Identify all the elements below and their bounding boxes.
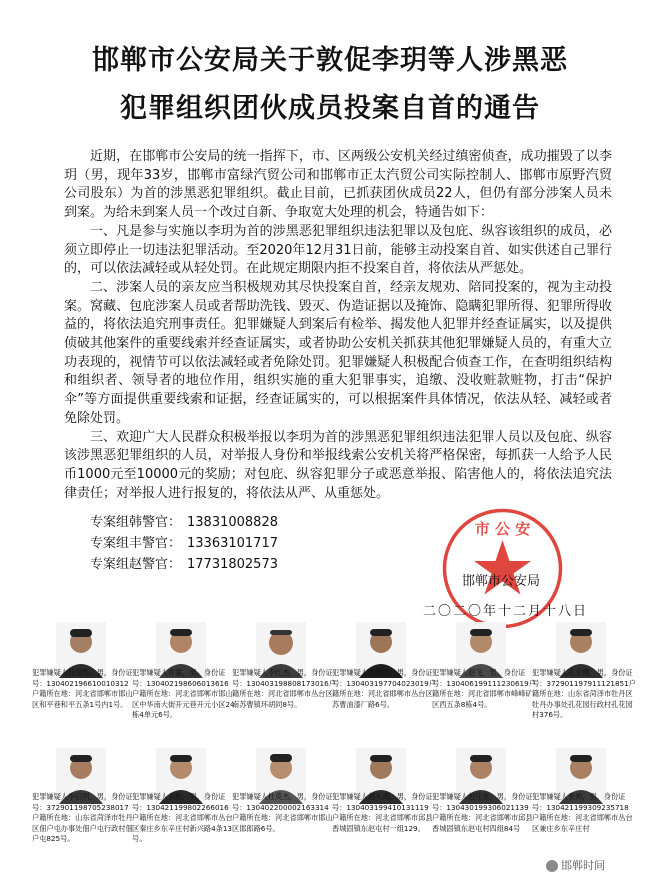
suspect-caption: 犯罪嫌疑人杜国华，男，身份证号：130402196610010312 户籍所在地：河北省邯郸市邯山区和平巷和平五条1号内1号。 xyxy=(32,668,133,709)
notice-date: 二〇二〇年十二月十八日 xyxy=(423,604,589,619)
notice-title-line1: 邯郸市公安局关于敦促李玥等人涉黑恶 xyxy=(92,45,568,76)
intro-paragraph: 近期，在邯郸市公安局的统一指挥下，市、区两级公安机关经过缜密侦查，成功摧毁了以李玥（男，现年33岁，邯郸市富绿汽贸公司和邯郸市正太汽贸公司实际控制人、邯郸市原野汽贸公司股东）为首的涉黑恶犯罪组织。截止目前，已抓获团伙成员22人，但仍有部分涉案人员未到案。为给未到案人员一个改过自新、争取宽大处理的机会，特通告如下： xyxy=(64,149,612,221)
signature: 邯郸市公安局 xyxy=(462,574,541,589)
clause-one-paragraph: 一、凡是参与实施以李玥为首的涉黑恶犯罪组织违法犯罪以及包庇、纵容该组织的成员，必须立即停止一切违法犯罪活动。至2020年12月31日前，能够主动投案自首、如实供述自己罪行的，可以依法减轻或从轻处罚。在此规定期限内拒不投案自首，将依法从严惩处。 xyxy=(64,223,612,277)
suspect-caption: 犯罪嫌疑人孔令健，男，身份证号：372901197911121851户籍所在地：山东省菏泽市牡丹区牡丹办事处孔花园行政村孔花园村376号。 xyxy=(532,668,636,720)
suspect-caption: 犯罪嫌疑人刘航，男，身份证号：130421199802266016 户籍所在地：河北省邯郸市丛台区秦庄乡东辛庄村新兴路4条13号。 xyxy=(132,792,233,844)
clause-two-paragraph: 二、涉案人员的亲友应当积极规劝其尽快投案自首，经亲友规劝、陪同投案的，视为主动投案。窝藏、包庇涉案人员或者帮助洗钱、毁灭、伪造证据以及掩饰、隐瞒犯罪所得、犯罪所得收益的，将依法追究刑事责任。犯罪嫌疑人到案后有检举、揭发他人犯罪并经查证属实，以及提供侦破其他案件的重要线索并经查证属实，或者协助公安机关抓获其他犯罪嫌疑人员的，有重大立功表现的，视情节可以依法减轻或者免除处罚。犯罪嫌疑人积极配合侦查工作，在查明组织结构和组织者、领导者的地位作用，组织实施的重大犯罪事实，追缴、没收赃款赃物，打击“保护伞”等方面提供重要线索和证据，经查证属实的，可以根据案件具体情况，依法从轻、减轻或者免除处罚。 xyxy=(64,279,612,426)
svg-text:市 公 安: 市 公 安 xyxy=(474,520,531,538)
officer-label: 专案组赵警官： xyxy=(90,557,182,572)
suspect-caption: 犯罪嫌疑人许童，男，身份证号：130402198606013616 户籍所在地：河北省邯郸市邯山区中华南大街开元巷开元小区24栋4单元6号。 xyxy=(132,668,235,720)
officer-label: 专案组韩警官： xyxy=(90,515,182,530)
suspect-caption: 犯罪嫌疑人李红杰，男，身份证号：130403198808173016户籍所在地：河北省邯郸市丛台区南苏曹镇环胡同8号。 xyxy=(232,668,336,709)
officer-label: 专案组丰警官： xyxy=(90,536,182,551)
notice-body xyxy=(64,148,612,503)
officer-han xyxy=(90,512,278,533)
officer-phone: 13363101717 xyxy=(187,536,278,551)
suspect-caption: 犯罪嫌疑人赵佳星，男，身份证号：130430199306021139 户籍所在地：河北省邯郸市邱县香城固镇东赵屯村四组84号 xyxy=(432,792,533,833)
contact-officers xyxy=(90,512,278,575)
suspect-caption: 犯罪嫌疑人汲利民，男，身份证号：130403197704023019户籍所在地：河北省邯郸市丛台区苏曹油漆厂路6号。 xyxy=(332,668,436,709)
officer-phone: 17731802573 xyxy=(187,557,278,572)
clause-three-paragraph: 三、欢迎广大人民群众积极举报以李玥为首的涉黑恶犯罪组织违法犯罪人员以及包庇、纵容该涉黑恶犯罪组织的人员，对举报人身份和举报线索公安机关将严格保密，每抓获一人给予人民币1000元至10000元的奖励；对包庇、纵容犯罪分子或恶意举报、陷害他人的，将依法追究法律责任；对举报人进行报复的，将依法从严、从重惩处。 xyxy=(64,429,612,501)
notice-title-line2: 犯罪组织团伙成员投案自首的通告 xyxy=(120,93,540,124)
officer-phone: 13831008828 xyxy=(187,515,278,530)
watermark-text: 邯郸时间 xyxy=(561,859,605,872)
suspect-caption: 犯罪嫌疑人杜英杰，男，身份证号：130402200002163314 户籍所在地：河北省邯郸市邯山区邯郎路6号。 xyxy=(232,792,333,833)
suspect-caption: 犯罪嫌疑人李启明，男，身份证号：372901198705238017 户籍所在地：山东省菏泽市牡丹区佃户屯办事处佃户屯行政村佃户屯825号。 xyxy=(32,792,133,844)
suspect-caption: 犯罪嫌疑人赵飞，男，身份证号：130406199111230619户籍所在地：河北省邯郸市峰峰矿区西五条8栋4号。 xyxy=(432,668,536,709)
officer-feng xyxy=(90,533,278,554)
watermark xyxy=(546,857,605,873)
suspect-caption: 犯罪嫌疑人张帅，男，身份证号：130421199309235718 户籍所在地：河北省邯郸市丛台区兼庄乡东辛庄村 xyxy=(532,792,633,833)
wechat-icon xyxy=(546,860,558,872)
officer-zhao xyxy=(90,554,278,575)
suspect-caption: 犯罪嫌疑人赵大海，男，身份证号：130403199410131119 户籍所在地：河北省邯郸市邱县香城固镇东赵屯村一组129。 xyxy=(332,792,433,833)
